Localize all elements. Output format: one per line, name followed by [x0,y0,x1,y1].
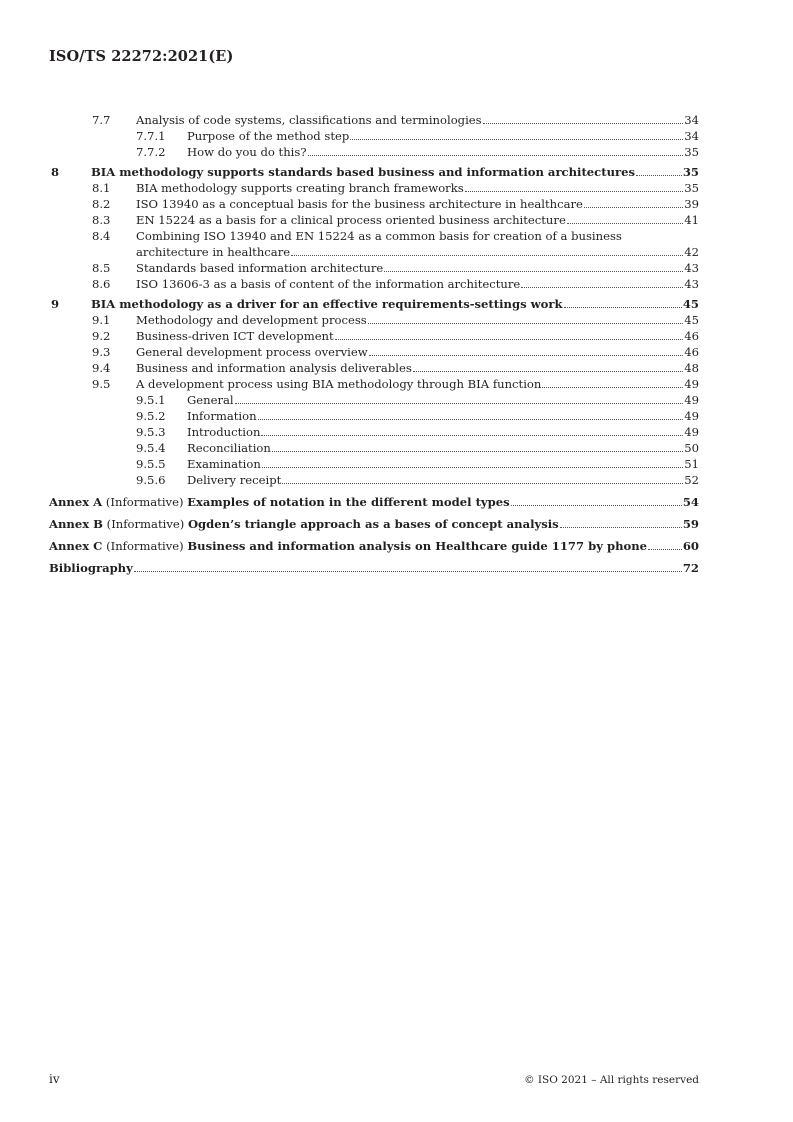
toc-title: Bibliography [49,561,133,575]
toc-entry-annex-a[interactable] [49,494,699,510]
toc-title: How do you do this? [187,145,307,159]
toc-page: 42 [684,245,699,259]
toc-page: 45 [684,313,699,327]
toc-number: 8.5 [92,261,111,275]
copyright-notice: © ISO 2021 – All rights reserved [524,1074,699,1086]
toc-title: Information [187,409,257,423]
leader-dots [350,139,683,140]
leader-dots [134,571,682,572]
annex-label: Annex A [49,495,103,509]
leader-dots [384,271,683,272]
toc-entry-9-5-2[interactable] [49,408,699,424]
toc-title: Combining ISO 13940 and EN 15224 as a common basis for creation of a business [136,229,622,243]
toc-page: 35 [684,181,699,195]
toc-entry-9[interactable] [49,296,699,312]
leader-dots [258,419,684,420]
annex-kind: (Informative) [102,517,188,531]
toc-page: 35 [684,145,699,159]
toc-number: 7.7.2 [136,145,166,159]
toc-entry-9-2[interactable] [49,328,699,344]
leader-dots [465,191,684,192]
toc-entry-8-5[interactable] [49,260,699,276]
toc-entry-9-5-5[interactable] [49,456,699,472]
document-id: ISO/TS 22272:2021(E) [49,48,234,65]
annex-label: Annex C [49,539,103,553]
toc-title [49,494,510,510]
toc-title: BIA methodology supports standards based business and information architectures [91,165,636,179]
toc-entry-8-4[interactable] [49,228,699,244]
toc-title: Methodology and development process [136,313,367,327]
toc-title [49,516,559,532]
toc-title: Delivery receipt [187,473,282,487]
toc-title: BIA methodology supports creating branch frameworks [136,181,464,195]
toc-title: Examination [187,457,261,471]
annex-title: Examples of notation in the different model types [187,495,510,509]
toc-page: 35 [682,165,699,179]
leader-dots [308,155,684,156]
toc-title: Business and information analysis deliverables [136,361,412,375]
toc-number: 8.2 [92,197,111,211]
annex-label: Annex B [49,517,103,531]
toc-number: 9.5.1 [136,393,166,407]
table-of-contents [49,112,699,576]
toc-title: Standards based information architecture [136,261,384,275]
toc-page: 41 [684,213,699,227]
leader-dots [521,287,683,288]
toc-number: 9.5.5 [136,457,166,471]
leader-dots [235,403,684,404]
toc-number: 8 [51,165,60,179]
toc-entry-9-5-1[interactable] [49,392,699,408]
annex-title: Business and information analysis on Healthcare guide 1177 by phone [187,539,648,553]
toc-entry-7-7-1[interactable] [49,128,699,144]
toc-page: 51 [684,457,699,471]
toc-number: 9.5.3 [136,425,166,439]
page-number: iv [49,1072,60,1086]
toc-number: 7.7 [92,113,111,127]
toc-title: EN 15224 as a basis for a clinical process oriented business architecture [136,213,566,227]
toc-entry-9-4[interactable] [49,360,699,376]
toc-page: 59 [682,517,699,531]
toc-title [49,538,647,554]
toc-page: 43 [684,277,699,291]
leader-dots [368,323,683,324]
leader-dots [261,435,683,436]
toc-page: 49 [684,409,699,423]
toc-page: 45 [682,297,699,311]
toc-page: 49 [684,377,699,391]
leader-dots [542,387,683,388]
toc-page: 48 [684,361,699,375]
toc-page: 52 [684,473,699,487]
leader-dots [648,549,682,550]
toc-page: 72 [682,561,699,575]
toc-number: 8.1 [92,181,111,195]
toc-entry-9-5-4[interactable] [49,440,699,456]
toc-title: General [187,393,234,407]
toc-title: ISO 13940 as a conceptual basis for the business architecture in healthcare [136,197,583,211]
toc-entry-8[interactable] [49,164,699,180]
toc-page: 46 [684,329,699,343]
toc-entry-8-1[interactable] [49,180,699,196]
annex-kind: (Informative) [102,495,188,509]
leader-dots [483,123,684,124]
toc-page: 60 [682,539,699,553]
toc-number: 9.3 [92,345,111,359]
toc-page: 49 [684,425,699,439]
toc-title: Reconciliation [187,441,271,455]
toc-entry-9-5-6[interactable] [49,472,699,488]
toc-entry-7-7[interactable] [49,112,699,128]
toc-title: BIA methodology as a driver for an effective requirements-settings work [91,297,563,311]
leader-dots [282,483,683,484]
toc-page: 54 [682,495,699,509]
toc-entry-8-4-continued[interactable] [49,244,699,260]
toc-page: 43 [684,261,699,275]
annex-title: Ogden’s triangle approach as a bases of concept analysis [187,517,559,531]
leader-dots [636,175,682,176]
toc-page: 39 [684,197,699,211]
toc-page: 46 [684,345,699,359]
leader-dots [511,505,682,506]
leader-dots [291,255,683,256]
annex-kind: (Informative) [102,539,188,553]
toc-number: 7.7.1 [136,129,166,143]
toc-entry-8-3[interactable] [49,212,699,228]
toc-title: Purpose of the method step [187,129,350,143]
toc-entry-8-2[interactable] [49,196,699,212]
toc-title: A development process using BIA methodology through BIA function [136,377,542,391]
toc-number: 9.1 [92,313,111,327]
leader-dots [262,467,683,468]
toc-title: Business-driven ICT development [136,329,334,343]
toc-number: 9.5 [92,377,111,391]
toc-number: 9.5.6 [136,473,166,487]
leader-dots [335,339,684,340]
leader-dots [560,527,682,528]
toc-number: 8.4 [92,229,111,243]
toc-number: 9.4 [92,361,111,375]
toc-entry-9-3[interactable] [49,344,699,360]
toc-number: 8.3 [92,213,111,227]
toc-entry-9-5-3[interactable] [49,424,699,440]
toc-entry-bibliography[interactable] [49,560,699,576]
toc-title: Analysis of code systems, classifications and terminologies [136,113,482,127]
toc-entry-7-7-2[interactable] [49,144,699,160]
toc-number: 9.5.4 [136,441,166,455]
toc-title: architecture in healthcare [136,245,291,259]
leader-dots [272,451,683,452]
toc-title: Introduction [187,425,261,439]
toc-entry-annex-b[interactable] [49,516,699,532]
toc-title: ISO 13606-3 as a basis of content of the information architecture [136,277,521,291]
toc-entry-9-1[interactable] [49,312,699,328]
toc-page: 34 [684,129,699,143]
toc-page: 34 [684,113,699,127]
toc-number: 9.5.2 [136,409,166,423]
toc-entry-8-6[interactable] [49,276,699,292]
toc-entry-9-5[interactable] [49,376,699,392]
toc-number: 9 [51,297,60,311]
toc-number: 9.2 [92,329,111,343]
leader-dots [413,371,683,372]
toc-page: 49 [684,393,699,407]
toc-entry-annex-c[interactable] [49,538,699,554]
leader-dots [584,207,683,208]
toc-title: General development process overview [136,345,368,359]
leader-dots [567,223,683,224]
toc-page: 50 [684,441,699,455]
leader-dots [564,307,682,308]
toc-number: 8.6 [92,277,111,291]
leader-dots [369,355,684,356]
